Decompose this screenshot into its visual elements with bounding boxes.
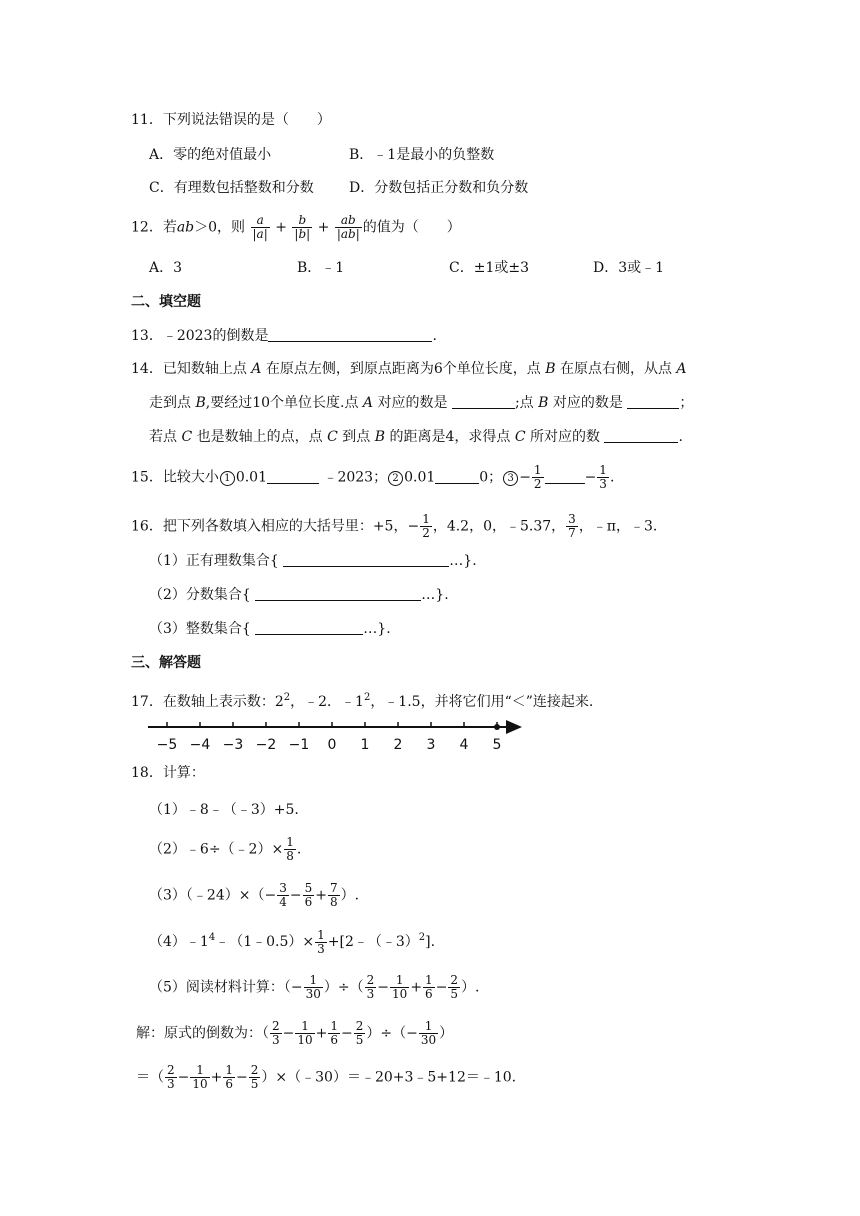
q17-text: 17．在数轴上表示数：$2^2$，﹣2．$﹣1^2$，﹣1.5，并将它们用“＜”连接起来. xyxy=(131,692,594,710)
q18-title: 18．计算： xyxy=(131,765,205,781)
q16-blank-2[interactable] xyxy=(255,585,421,601)
number-line-label: 0 xyxy=(327,737,337,753)
number-line-label: 1 xyxy=(360,737,370,753)
q18-part-4: $(4)﹣1^4﹣(1﹣0.5)\times$ $\frac{1}{3}$ +[2﹣（﹣3）$^2$]. xyxy=(149,927,436,956)
q18-part-2: （2）﹣6÷（﹣2）× $\frac{1}{8}$ . xyxy=(149,835,302,863)
q11-option-b: B．﹣1是最小的负整数 xyxy=(349,147,495,163)
q15-blank-1[interactable] xyxy=(267,468,319,484)
q16-set-3: （3）整数集合{ …}. xyxy=(149,621,391,637)
number-line-label: −1 xyxy=(288,737,310,753)
q13-blank[interactable] xyxy=(268,326,432,342)
number-line-label: 3 xyxy=(426,737,436,753)
q15-blank-3[interactable] xyxy=(545,468,585,484)
q16-blank-1[interactable] xyxy=(283,551,449,567)
q12-stem: 12．若ab＞0，则 $\frac{a}{|a|}$ + $\frac{b}{|b|}$ + $\frac{ab}{|ab|}$ 的值为（ ） xyxy=(131,213,461,241)
q18-solution-line-2: ＝（ $\frac{2}{3}$ − $\frac{1}{10}$ + $\frac{1}{6}$ − $\frac{2}{5}$ ）×（﹣30）＝﹣20+3﹣5+12＝﹣10. xyxy=(136,1063,517,1091)
arrow-right-icon xyxy=(506,720,522,734)
q12-fraction-a: $\frac{a}{|a|}$ xyxy=(252,213,268,241)
q14-line-3: 若点 C 也是数轴上的点，点 C 到点 B 的距离是4，求得点 C 所对应的数 . xyxy=(149,429,683,445)
q11-option-c: C．有理数包括整数和分数 xyxy=(149,180,314,196)
number-line-label: 4 xyxy=(459,737,469,753)
circled-number-3: 3 xyxy=(503,471,518,486)
number-line xyxy=(140,714,530,760)
q12-fraction-ab: $\frac{ab}{|ab|}$ xyxy=(336,213,360,241)
q11-stem: 11．下列说法错误的是（ ） xyxy=(131,112,331,128)
section-heading-solve: 三、解答题 xyxy=(131,655,201,671)
q13-text: 13．﹣2023的倒数是 . xyxy=(131,328,437,344)
q11-option-a: A．零的绝对值最小 xyxy=(149,147,272,163)
q12-option-a: A．3 xyxy=(149,260,183,276)
q12-option-d: D．3或﹣1 xyxy=(593,260,665,276)
number-line-label: −2 xyxy=(255,737,277,753)
q16-set-2: （2）分数集合{ …}. xyxy=(149,587,449,603)
number-line-label: 5 xyxy=(492,737,502,753)
q16-set-1: （1）正有理数集合{ …}. xyxy=(149,553,477,569)
q14-blank-a[interactable] xyxy=(452,393,515,409)
q15-blank-2[interactable] xyxy=(435,468,479,484)
q18-solution-line-1: 解：原式的倒数为：（ $\frac{2}{3}$ − $\frac{1}{10}$ + $\frac{1}{6}$ − $\frac{2}{5}$ ）÷（− $\frac{1}{30}$ ） xyxy=(136,1019,454,1047)
q18-part-1: （1）﹣8﹣（﹣3）+5. xyxy=(149,802,299,818)
q14-blank-b[interactable] xyxy=(627,393,679,409)
q16-stem: 16．把下列各数填入相应的大括号里：+5，− $\frac{1}{2}$ ，4.2，0，﹣5.37， $\frac{3}{7}$ ，﹣π，﹣3. xyxy=(131,512,658,540)
circled-number-1: 1 xyxy=(220,471,235,486)
q12-option-b: B．﹣1 xyxy=(297,260,345,276)
q12-fraction-b: $\frac{b}{|b|}$ xyxy=(294,213,311,241)
q14-blank-c[interactable] xyxy=(604,427,678,443)
q15-text: 15．比较大小 1 0.01 ﹣2023； 2 0.01 0； 3 − $\frac{1}{2}$ − $\frac{1}{3}$ . xyxy=(131,463,615,491)
section-heading-fill-in: 二、填空题 xyxy=(131,294,201,310)
circled-number-2: 2 xyxy=(388,471,403,486)
number-line-label: −3 xyxy=(222,737,244,753)
q18-part-3: （3）（﹣24）×（− $\frac{3}{4}$ − $\frac{5}{6}$ + $\frac{7}{8}$ ）. xyxy=(149,881,360,909)
number-line-label: −4 xyxy=(189,737,211,753)
q12-option-c: C．±1或±3 xyxy=(449,260,529,276)
number-line-label: −5 xyxy=(156,737,178,753)
q14-line-2: 走到点 B,要经过10个单位长度.点 A 对应的数是 ;点 B 对应的数是 ； xyxy=(149,395,694,411)
q14-line-1: 14．已知数轴上点 A 在原点左侧，到原点距离为6个单位长度，点 B 在原点右侧，从点 A xyxy=(131,361,687,377)
number-line-label: 2 xyxy=(393,737,403,753)
q16-blank-3[interactable] xyxy=(255,619,363,635)
q18-part-5: （5）阅读材料计算：（− $\frac{1}{30}$ ）÷（ $\frac{2}{3}$ − $\frac{1}{10}$ + $\frac{1}{6}$ − $\frac{2}{5}$ ）. xyxy=(149,973,480,1001)
q11-option-d: D．分数包括正分数和负分数 xyxy=(349,180,529,196)
number-line-dot xyxy=(494,724,500,730)
